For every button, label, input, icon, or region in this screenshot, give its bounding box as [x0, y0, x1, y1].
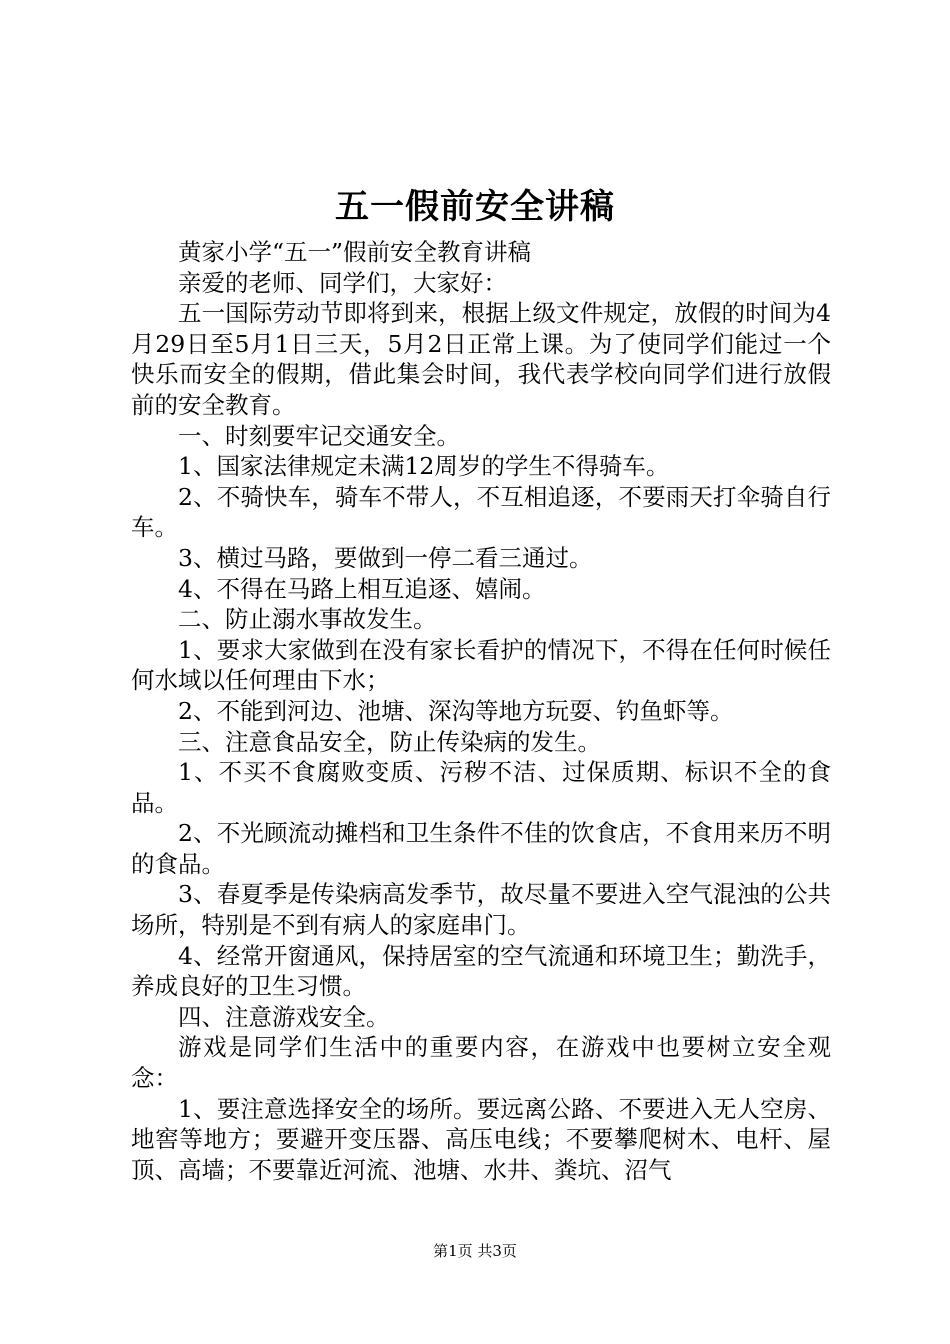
paragraph: 五一国际劳动节即将到来，根据上级文件规定，放假的时间为4月29日至5月1日三天，5月2日正常上课。为了使同学们能过一个快乐而安全的假期，借此集会时间，我代表学校向同学们进行放假前的安全教育。	[131, 299, 831, 419]
document-body	[131, 237, 831, 1185]
document-title: 五一假前安全讲稿	[335, 187, 615, 227]
paragraph: 1、要注意选择安全的场所。要远离公路、不要进入无人空房、地窖等地方；要避开变压器、高压电线；不要攀爬树木、电杆、屋顶、高墙；不要靠近河流、池塘、水井、粪坑、沼气	[131, 1094, 831, 1184]
paragraph: 一、时刻要牢记交通安全。	[178, 421, 460, 450]
paragraph: 2、不能到河边、池塘、深沟等地方玩耍、钓鱼虾等。	[178, 696, 734, 725]
paragraph: 1、不买不食腐败变质、污秽不洁、过保质期、标识不全的食品。	[131, 758, 831, 817]
paragraph: 2、不骑快车，骑车不带人，不互相追逐，不要雨天打伞骑自行车。	[131, 482, 831, 542]
paragraph: 二、防止溺水事故发生。	[178, 605, 437, 634]
paragraph: 4、经常开窗通风，保持居室的空气流通和环境卫生；勤洗手，养成良好的卫生习惯。	[131, 941, 831, 1001]
paragraph: 3、春夏季是传染病高发季节，故尽量不要进入空气混浊的公共场所，特别是不到有病人的家庭串门。	[131, 880, 831, 940]
paragraph: 1、要求大家做到在没有家长看护的情况下，不得在任何时候任何水域以任何理由下水；	[131, 635, 831, 695]
paragraph: 四、注意游戏安全。	[178, 1002, 390, 1031]
paragraph: 亲爱的老师、同学们，大家好：	[178, 268, 507, 297]
paragraph: 4、不得在马路上相互追逐、嬉闹。	[178, 574, 546, 603]
paragraph: 游戏是同学们生活中的重要内容，在游戏中也要树立安全观念：	[131, 1033, 831, 1093]
paragraph: 3、横过马路，要做到一停二看三通过。	[178, 543, 593, 572]
page-footer: 第1页 共3页	[433, 1242, 517, 1260]
paragraph: 黄家小学“五一”假前安全教育讲稿	[178, 238, 532, 266]
paragraph: 三、注意食品安全，防止传染病的发生。	[178, 727, 601, 756]
paragraph: 1、国家法律规定未满12周岁的学生不得骑车。	[178, 452, 670, 481]
paragraph: 2、不光顾流动摊档和卫生条件不佳的饮食店，不食用来历不明的食品。	[131, 819, 831, 878]
